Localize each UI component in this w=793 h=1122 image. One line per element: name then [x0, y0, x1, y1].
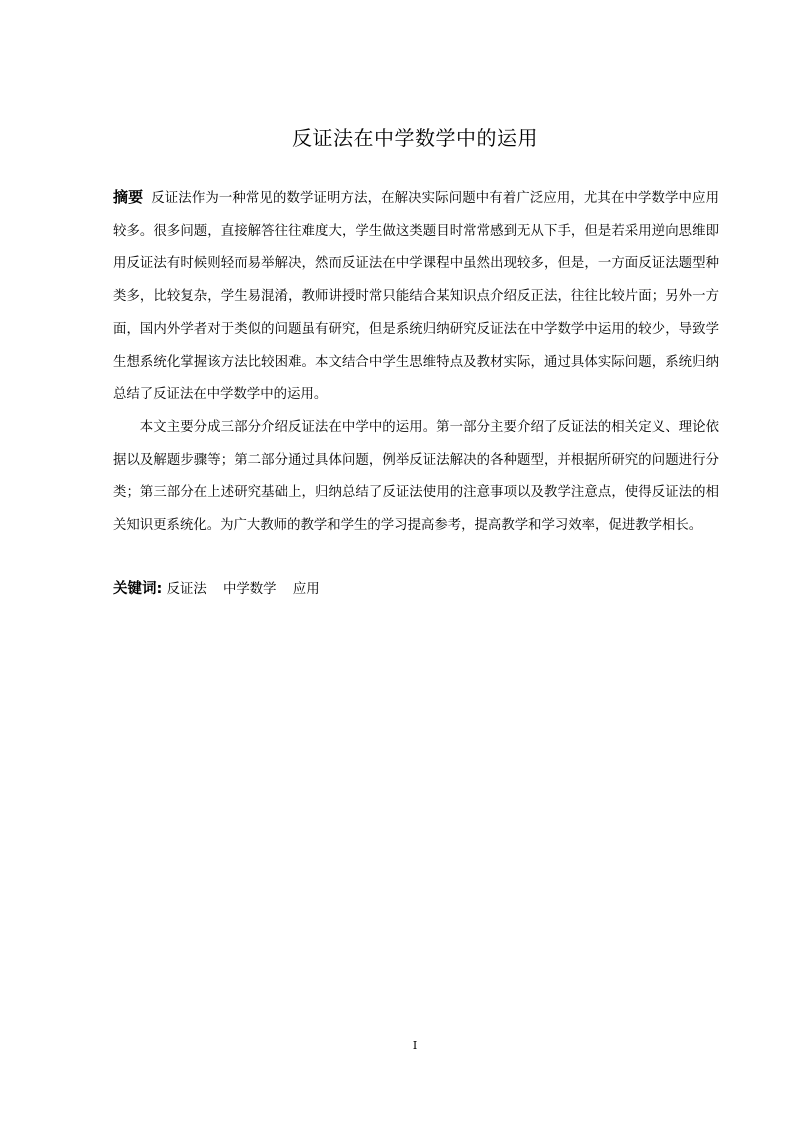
- abstract-label: 摘要: [113, 188, 144, 206]
- paper-title: 反证法在中学数学中的运用: [292, 126, 538, 150]
- page-number: I: [412, 1039, 418, 1052]
- keyword-item: 应用: [292, 582, 320, 597]
- abstract-paragraph-1: [113, 181, 719, 412]
- keywords-line: [113, 575, 719, 604]
- abstract-paragraph-1-text: 反证法作为一种常见的数学证明方法，在解决实际问题中有着广泛应用，尤其在中学数学中应用较多。很多问题，直接解答往往难度大，学生做这类题目时常常感到无从下手，但是若采用逆向思维即用反证法有时候则轻而易举解决，然而反证法在中学课程中虽然出现较多，但是，一方面反证法题型种类多，比较复杂，学生易混淆，教师讲授时常只能结合某知识点介绍反正法，往往比较片面；另外一方面，国内外学者对于类似的问题虽有研究，但是系统归纳研究反证法在中学数学中运用的较少，导致学生想系统化掌握该方法比较困难。本文结合中学生思维特点及教材实际，通过具体实际问题，系统归纳总结了反证法在中学数学中的运用。: [113, 191, 719, 403]
- keyword-item: 中学数学: [223, 582, 277, 597]
- abstract-paragraph-2: 本文主要分成三部分介绍反证法在中学中的运用。第一部分主要介绍了反证法的相关定义、理论依据以及解题步骤等；第二部分通过具体问题，例举反证法解决的各种题型，并根据所研究的问题进行分类；第三部分在上述研究基础上，归纳总结了反证法使用的注意事项以及教学注意点，使得反证法的相关知识更系统化。为广大教师的教学和学生的学习提高参考，提高教学和学习效率，促进教学相长。: [113, 419, 719, 534]
- abstract-section: [113, 181, 719, 543]
- keyword-item: 反证法: [166, 582, 207, 597]
- keywords-label: 关键词:: [113, 581, 163, 597]
